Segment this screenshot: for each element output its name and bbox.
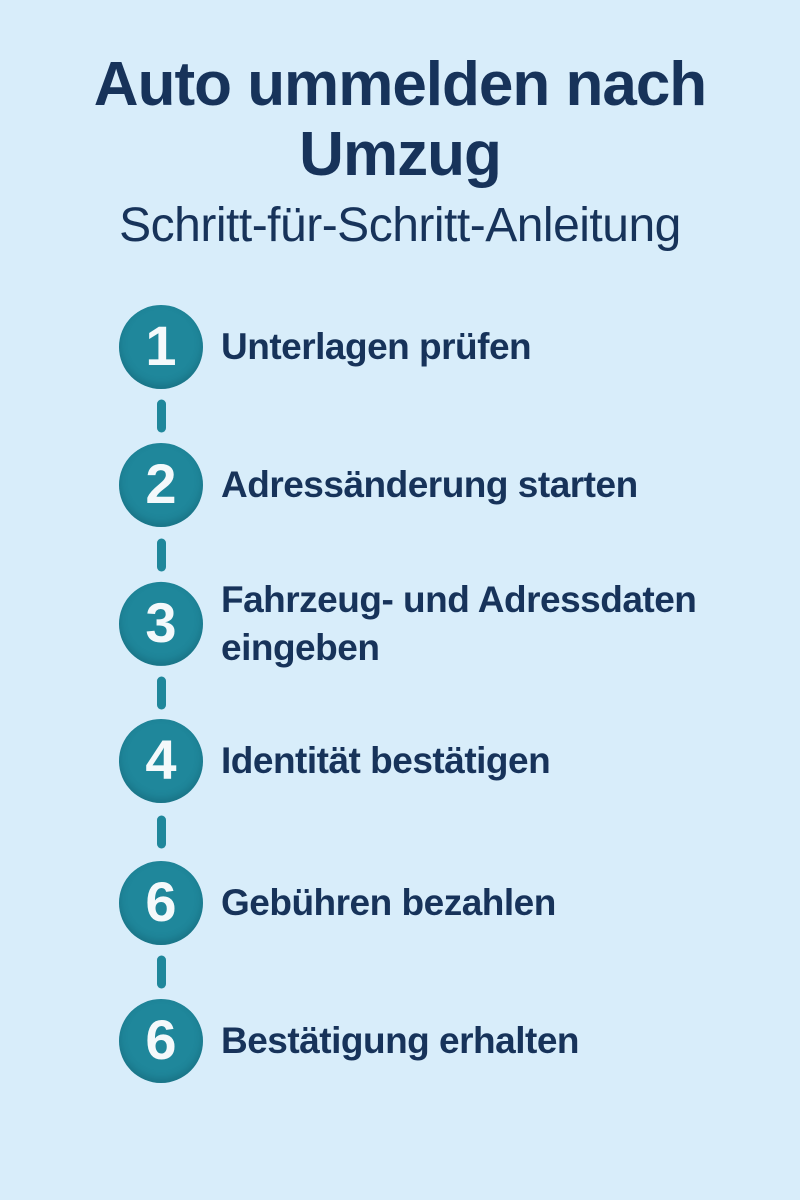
step-row-4: [119, 719, 550, 803]
step-3-number-badge: [119, 582, 203, 666]
step-5-label: Gebühren bezahlen: [221, 881, 556, 923]
page-subtitle: Schritt-für-Schritt-Anleitung: [119, 199, 681, 253]
step-connector-dash: [157, 677, 166, 710]
step-row-5: [119, 861, 556, 945]
step-row-6: [119, 999, 579, 1083]
step-1-number: 1: [145, 314, 177, 377]
step-3-label: Fahrzeug- und Adressdaten eingeben: [221, 578, 697, 668]
step-connector-dash: [157, 956, 166, 989]
step-3-number: 3: [145, 591, 177, 654]
step-row-1: [119, 305, 531, 389]
step-4-number: 4: [145, 728, 177, 791]
step-1-label: Unterlagen prüfen: [221, 325, 532, 367]
step-5-number: 6: [145, 870, 177, 933]
step-2-label: Adressänderung starten: [221, 463, 638, 505]
step-row-3: [119, 576, 746, 672]
step-2-number: 2: [145, 452, 177, 515]
step-connector-dash: [157, 400, 166, 433]
step-2-number-badge: [119, 443, 203, 527]
step-connector-dash: [157, 539, 166, 572]
step-4-label: Identität bestätigen: [221, 739, 551, 781]
step-row-2: [119, 443, 638, 527]
step-6-label: Bestätigung erhalten: [221, 1019, 579, 1061]
step-6-number-badge: [119, 999, 203, 1083]
step-6-number: 6: [145, 1008, 177, 1071]
step-5-number-badge: [119, 861, 203, 945]
page-title: Auto ummelden nach Umzug: [93, 50, 707, 190]
step-connector-dash: [157, 816, 166, 849]
step-1-number-badge: [119, 305, 203, 389]
step-4-number-badge: [119, 719, 203, 803]
